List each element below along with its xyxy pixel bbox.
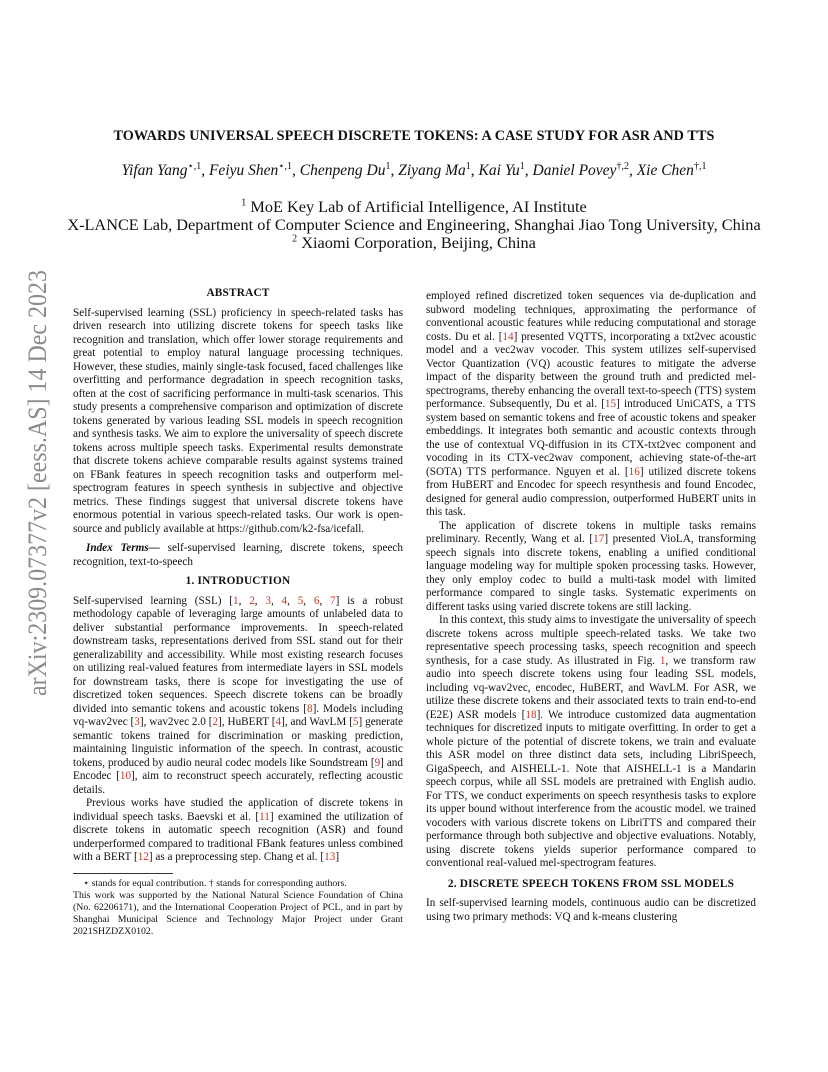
citation-link[interactable]: 9 bbox=[374, 756, 381, 769]
intro-heading: 1. INTRODUCTION bbox=[185, 575, 291, 587]
citation-link[interactable]: 16 bbox=[628, 465, 640, 478]
body-paragraph: Self-supervised learning (SSL) [1, 2, 3, 4, 5, 6, 7] is a robust methodology capable of leveraging large amounts of unlabeled data to deliver substantial performance improvements. In speech-related downstream tasks, representations derived from SSL stand out for their generalizability and accessibility. While most existing research focuses on utilizing real-valued features from intermediate layers in SSL models for downstream tasks, there is scope for investigating the use of discretized token sequences. Speech discrete tokens can be broadly divided into semantic tokens and acoustic tokens [8]. Models including vq-wav2vec [3], wav2vec 2.0 [2], HuBERT [4], and WavLM [5] generate semantic tokens trained for discrimination or masking prediction, maintaining linguistic information of the speech. In contrast, acoustic tokens, produced by audio neural codec models like Soundstream [9] and Encodec [10], aim to reconstruct speech accurately, reflecting acoustic details. bbox=[73, 594, 404, 796]
citation-link[interactable]: 1 bbox=[233, 594, 239, 607]
body-paragraph: In self-supervised learning models, continuous audio can be discretized using two primary methods: VQ and k-means clustering bbox=[426, 897, 756, 923]
citation-link[interactable]: 4 bbox=[275, 716, 282, 728]
author-name: Chenpeng Du bbox=[299, 162, 386, 180]
arxiv-stamp-text: arXiv:2309.07377v2 [eess.AS] 14 Dec 2023 bbox=[22, 268, 52, 696]
section-2-heading: 2. DISCRETE SPEECH TOKENS FROM SSL MODELS bbox=[447, 877, 735, 890]
citation-link[interactable]: 10 bbox=[119, 770, 132, 782]
citation-link[interactable]: 4 bbox=[281, 594, 288, 607]
author-list: Yifan Yang$^{⋆,1}$, Feiyu Shen$^{⋆,1}$, Chenpeng Du$^1$, Ziyang Ma$^1$, Kai Yu$^1$, Daniel Povey$^{\dagger,2}$, Xie Chen$^{\dagger,1}$ bbox=[121, 161, 707, 180]
affiliation-1 bbox=[60, 197, 768, 217]
body-paragraph: The application of discrete tokens in multiple tasks remains preliminary. Recently, Wang et al. [17] presented VioLA, transforming speech signals into discrete tokens, enabling a unified conditional language modeling way for multiple spoken processing tasks. However, they only employ codec to build a multi-task model with limited performance compared to single tasks. Systematic experiments on different tasks using varied discrete tokens are still lacking. bbox=[426, 519, 756, 613]
citation-link[interactable]: 18 bbox=[525, 708, 537, 721]
footnote-1: ⋆ stands for equal contribution. † stands for corresponding authors. bbox=[83, 877, 347, 889]
author-name: Feiyu Shen bbox=[208, 162, 279, 180]
author-affiliation-mark: 1 bbox=[519, 161, 525, 172]
citation-link[interactable]: 17 bbox=[593, 533, 605, 545]
citation-link[interactable]: 15 bbox=[604, 398, 617, 410]
citation-link[interactable]: 5 bbox=[352, 716, 359, 728]
body-paragraph: Previous works have studied the application of discrete tokens in individual speech tasks. Baevski et al. [11] examined the utilization of discrete tokens in automatic speech recognition (ASR) and found underperformed compared to traditional FBank features unless combined with a BERT [12] as a preprocessing step. Chang et al. [13] bbox=[73, 797, 403, 863]
affiliation-2: X-LANCE Lab, Department of Computer Science and Engineering, Shanghai Jiao Tong University, China bbox=[67, 215, 761, 234]
index-terms bbox=[73, 542, 403, 569]
author-name: Daniel Povey bbox=[532, 162, 617, 180]
footnotes bbox=[73, 878, 403, 938]
index-terms-text: self-supervised learning, discrete tokens, speech recognition, text-to-speech bbox=[73, 542, 403, 568]
author-affiliation-mark: 1 bbox=[385, 161, 391, 172]
arxiv-stamp bbox=[8, 268, 60, 698]
citation-link[interactable]: 13 bbox=[324, 851, 336, 863]
left-column bbox=[73, 287, 403, 938]
citation-link[interactable]: 14 bbox=[502, 330, 514, 343]
author-affiliation-mark: 1 bbox=[465, 161, 471, 172]
affiliation-mark: 1 bbox=[241, 197, 247, 209]
figure-reference[interactable]: 1 bbox=[659, 654, 666, 667]
author-name: Yifan Yang bbox=[121, 162, 188, 180]
citation-link[interactable]: 11 bbox=[259, 810, 270, 823]
body-paragraph: In this context, this study aims to investigate the universality of speech discrete tokens across multiple speech-related tasks. We take two representative speech processing tasks, speech recognition and speech synthesis, for a case study. As illustrated in Fig. 1, we transform raw audio into speech discrete tokens using four leading SSL models, including vq-wav2vec, encodec, HuBERT, and WavLM. For ASR, we utilize these discrete tokens and their associated texts to train end-to-end (E2E) ASR models [18]. We introduce customized data augmentation techniques for discretized inputs to mitigate overfitting. In order to get a whole picture of the potential of discrete tokens, we train and evaluate this ASR model on three distinct data sets, including LibriSpeech, GigaSpeech, and AISHELL-1. Note that AISHELL-1 is a Mandarin speech corpus, while all SSL models are pretrained with English audio. For TTS, we conduct experiments on speech resynthesis tasks to explore its upper bound without interference from the acoustic model. we trained vocoders with various discrete tokens on LibriTTS and compared their performance through both subjective and objective evaluations. Notably, using discrete tokens yields superior performance compared to conventional real-valued mel-spectrogram features. bbox=[426, 614, 756, 869]
right-column bbox=[426, 290, 756, 924]
citation-link[interactable]: 2 bbox=[249, 594, 255, 607]
author-affiliation-mark: †,2 bbox=[616, 161, 629, 172]
footnote-2: This work was supported by the National Natural Science Foundation of China (No. 62206171), and the International Cooperation Project of PCL, and in part by Shanghai Municipal Science and Technology Major Project under Grant 2021SHZDZX0102. bbox=[73, 889, 403, 937]
author-affiliation-mark: †,1 bbox=[693, 161, 707, 172]
index-terms-label: Index Terms— bbox=[86, 542, 160, 554]
body-paragraph: employed refined discretized token sequences via de-duplication and subword modeling techniques, approximating the performance of conventional acoustic features while reducing computational and storage costs. Du et al. [14] presented VQTTS, incorporating a txt2vec acoustic model and a vec2wav vocoder. This system utilizes self-supervised Vector Quantization (VQ) acoustic features to mitigate the adverse impact of the disparity between the ground truth and predicted mel-spectrograms, thereby enhancing the overall text-to-speech (TTS) system performance. Subsequently, Du et al. [15] introduced UniCATS, a TTS system based on semantic tokens and free of acoustic tokens and speaker embeddings. It integrates both semantic and acoustic contexts through the use of contextual VQ-diffusion in its CTX-txt2vec component and vocoding in its CTX-vec2wav component, achieving state-of-the-art (SOTA) TTS performance. Nguyen et al. [16] utilized discrete tokens from HuBERT and Encodec for speech resynthesis and found Encodec, designed for general audio compression, outperformed HuBERT units in this task. bbox=[426, 290, 757, 518]
affiliation-3 bbox=[60, 233, 768, 253]
citation-link[interactable]: 3 bbox=[265, 594, 271, 607]
author-name: Xie Chen bbox=[636, 162, 694, 180]
citation-link[interactable]: 2 bbox=[212, 716, 219, 728]
author-affiliation-mark: ⋆,1 bbox=[187, 161, 202, 172]
author-affiliation-mark: ⋆,1 bbox=[278, 161, 293, 172]
author-name: Ziyang Ma bbox=[398, 162, 466, 180]
abstract-heading: ABSTRACT bbox=[206, 287, 270, 299]
paper-title: TOWARDS UNIVERSAL SPEECH DISCRETE TOKENS: A CASE STUDY FOR ASR AND TTS bbox=[113, 128, 715, 144]
citation-link[interactable]: 12 bbox=[137, 851, 149, 863]
footnote-divider bbox=[73, 873, 173, 874]
affiliation-mark: 2 bbox=[292, 233, 298, 245]
citation-link[interactable]: 5 bbox=[297, 594, 304, 607]
citation-link[interactable]: 6 bbox=[313, 594, 320, 607]
affiliation-text: MoE Key Lab of Artificial Intelligence, AI Institute bbox=[250, 197, 587, 216]
citation-link[interactable]: 3 bbox=[134, 716, 140, 728]
citation-link[interactable]: 7 bbox=[330, 594, 336, 607]
abstract-text: Self-supervised learning (SSL) proficiency in speech-related tasks has driven research into utilizing discrete tokens for speech tasks like recognition and translation, which offer lower storage requirements and great potential to employ natural language processing techniques. However, these studies, mainly single-task focused, faced challenges like overfitting and performance degradation in speech recognition tasks, often at the cost of sacrificing performance in multi-task scenarios. This study presents a comprehensive comparison and optimization of discrete tokens generated by various leading SSL models in speech recognition and synthesis tasks. We aim to explore the universality of speech discrete tokens across multiple speech tasks. Experimental results demonstrate that discrete tokens achieve comparable results against systems trained on FBank features in speech recognition tasks and outperform mel-spectrogram features in speech synthesis in subjective and objective metrics. These findings suggest that universal discrete tokens have enormous potential in various speech-related tasks. Our work is open-source and publicly available at https://github.com/k2-fsa/icefall. bbox=[73, 306, 403, 535]
affiliation-text: Xiaomi Corporation, Beijing, China bbox=[301, 233, 536, 252]
citation-link[interactable]: 8 bbox=[306, 702, 313, 715]
author-name: Kai Yu bbox=[478, 162, 520, 180]
